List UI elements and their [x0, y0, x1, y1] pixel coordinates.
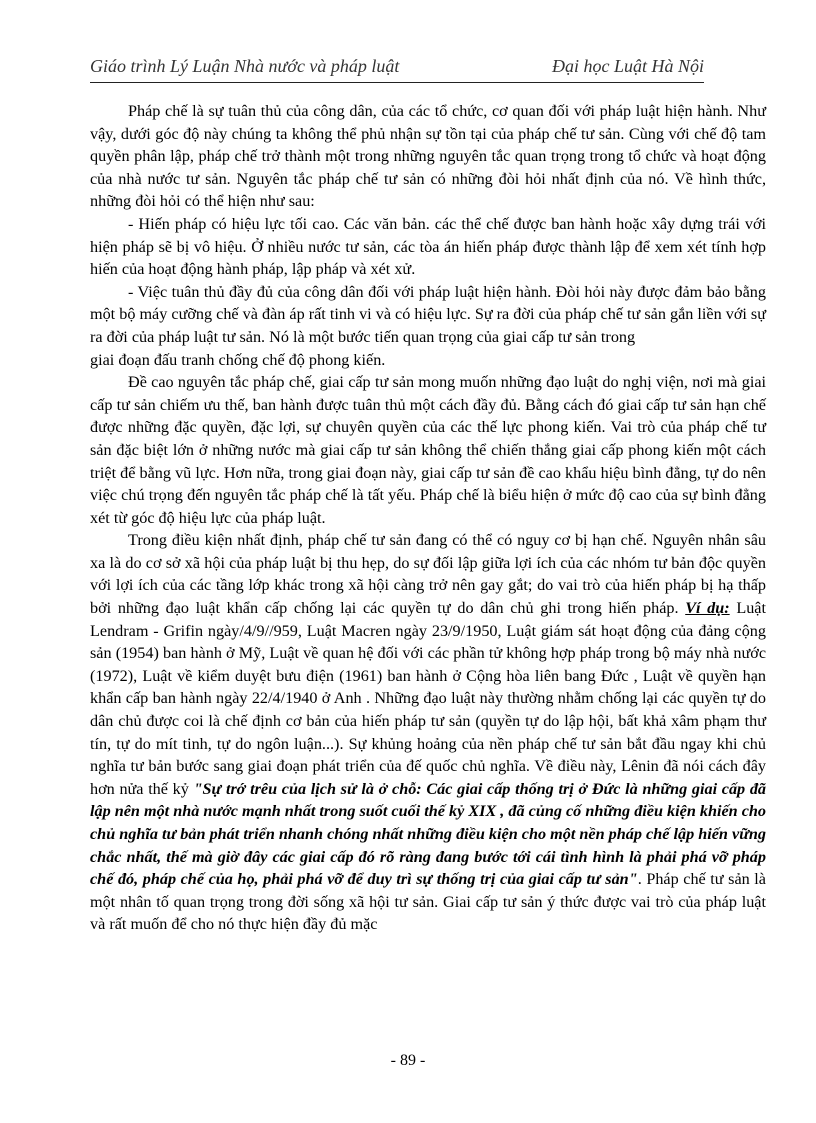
paragraph-legality-principle: Đề cao nguyên tắc pháp chế, giai cấp tư sản mong muốn những đạo luật do nghị viện, nơi mà giai cấp tư sản chiếm ưu thế, ban hành được tuân thủ một cách đầy đủ. Bằng cách đó giai cấp tư sản hạn chế được những đặc quyền, đặc lợi, sự chuyên quyền của các thế lực phong kiến. Vai trò của pháp chế tư sản đặc biệt lớn ở những nước mà giai cấp tư sản không thể chiến thắng giai cấp phong kiến một cách triệt để bằng vũ lực. Hơn nữa, trong giai đoạn này, giai cấp tư sản đề cao khẩu hiệu bình đẳng, tự do nên việc chú trọng đến nguyên tắc pháp chế là tất yếu. Pháp chế là biểu hiện ở mức độ cao của sự bình đẳng xét từ góc độ hiệu lực của pháp luật.	[90, 373, 766, 527]
example-text: Luật Lendram - Grifin ngày/4/9//959, Luật Macren ngày 23/9/1950, Luật giám sát hoạt động của đảng cộng sản (1954) ban hành ở Mỹ, Luật về quan hệ đối với các phần tử không hợp pháp trong bộ máy nhà nước (1972), Luật về kiểm duyệt bưu điện (1961) ban hành ở Cộng hòa liên bang Đức , Luật về quyền hạn khẩn cấp ban hành ngày 22/4/1940 ở Anh . Những đạo luật này thường nhằm chống lại các quyền tự do dân chủ được coi là chế định cơ bản của hiến pháp tư sản (quyền tự do lập hội, bất khả xâm phạm thư tín, tự do mít tinh, tự do ngôn luận...). Sự khủng hoảng của nền pháp chế tư sản bắt đầu ngay khi chủ nghĩa tư bản bước sang giai đoạn phát triển của đế quốc chủ nghĩa. Về điều này, Lênin đã nói cách đây hơn nửa thế kỷ	[90, 599, 766, 798]
paragraph-citizen-compliance: - Việc tuân thủ đầy đủ của công dân đối với pháp luật hiện hành. Đòi hỏi này được đảm bảo bằng một bộ máy cưỡng chế và đàn áp rất tinh vi và có hiệu lực. Sự ra đời của pháp chế tư sản gắn liền với sự ra đời của pháp luật tư sản. Nó là một bước tiến quan trọng của giai cấp tư sản trong	[90, 282, 766, 346]
page-number: - 89 -	[390, 1052, 426, 1069]
lenin-quote: "Sự trớ trêu của lịch sử là ở chỗ: Các giai cấp thống trị ở Đức là những giai cấp đã lập nên một nhà nước mạnh nhất trong suốt cuối thế kỷ XIX , đã củng cố những điều kiện khiến cho chủ nghĩa tư bản phát triển nhanh chóng nhất những điều kiện cho một nền pháp chế lập hiến vững chắc nhất, thế mà giờ đây các giai cấp đó rõ ràng đang bước tới cái tình hình là phải phá vỡ pháp chế đó, pháp chế của họ, phải phá vỡ để duy trì sự thống trị của giai cấp tư sản"	[90, 779, 767, 889]
paragraph-citizen-compliance-continued: giai đoạn đấu tranh chống chế độ phong kiến.	[90, 350, 386, 369]
paragraph-constitution-supremacy: - Hiến pháp có hiệu lực tối cao. Các văn bản. các thể chế được ban hành hoặc xây dựng trái với hiện pháp sẽ bị vô hiệu. Ở nhiều nước tư sản, các tòa án hiến pháp được thành lập để xem xét tính hợp hiến của hoạt động hành pháp, lập pháp và xét xử.	[90, 214, 766, 279]
header-book-title: Giáo trình Lý Luận Nhà nước và pháp luật	[90, 56, 400, 76]
body-text	[90, 100, 766, 936]
crisis-text: Trong điều kiện nhất định, pháp chế tư sản đang có thể có nguy cơ bị hạn chế. Nguyên nhân sâu xa là do cơ sở xã hội của pháp luật bị thu hẹp, do sự đối lập giữa lợi ích của các nhóm tư bản độc quyền với lợi ích của các tầng lớp khác trong xã hội càng trở nên gay gắt; do vai trò của hiến pháp bị hạ thấp bởi những đạo luật khẩn cấp chống lại các quyền tự do dân chủ ghi trong hiến pháp.	[90, 531, 766, 618]
paragraph-intro: Pháp chế là sự tuân thủ của công dân, của các tổ chức, cơ quan đối với pháp luật hiện hành. Như vậy, dưới góc độ này chúng ta không thể phủ nhận sự tồn tại của pháp chế tư sản. Cùng với chế độ tam quyền phân lập, pháp chế trở thành một trong những nguyên tắc quan trọng trong tổ chức và hoạt động của nhà nước tư sản. Nguyên tắc pháp chế tư sản có những đòi hỏi nhất định của nó. Về hình thức, những đòi hỏi có thể hiện như sau:	[90, 102, 766, 211]
header-university: Đại học Luật Hà Nội	[551, 56, 704, 76]
closing-text: . Pháp chế tư sản là một nhân tố quan trọng trong đời sống xã hội tư sản. Giai cấp tư sản ý thức được vai trò của pháp luật và rất muốn để cho nó thực hiện đầy đủ mặc	[90, 870, 766, 934]
page-header	[90, 52, 704, 83]
paragraph-legality-crisis	[90, 529, 766, 936]
example-label: Ví dụ:	[685, 599, 730, 618]
